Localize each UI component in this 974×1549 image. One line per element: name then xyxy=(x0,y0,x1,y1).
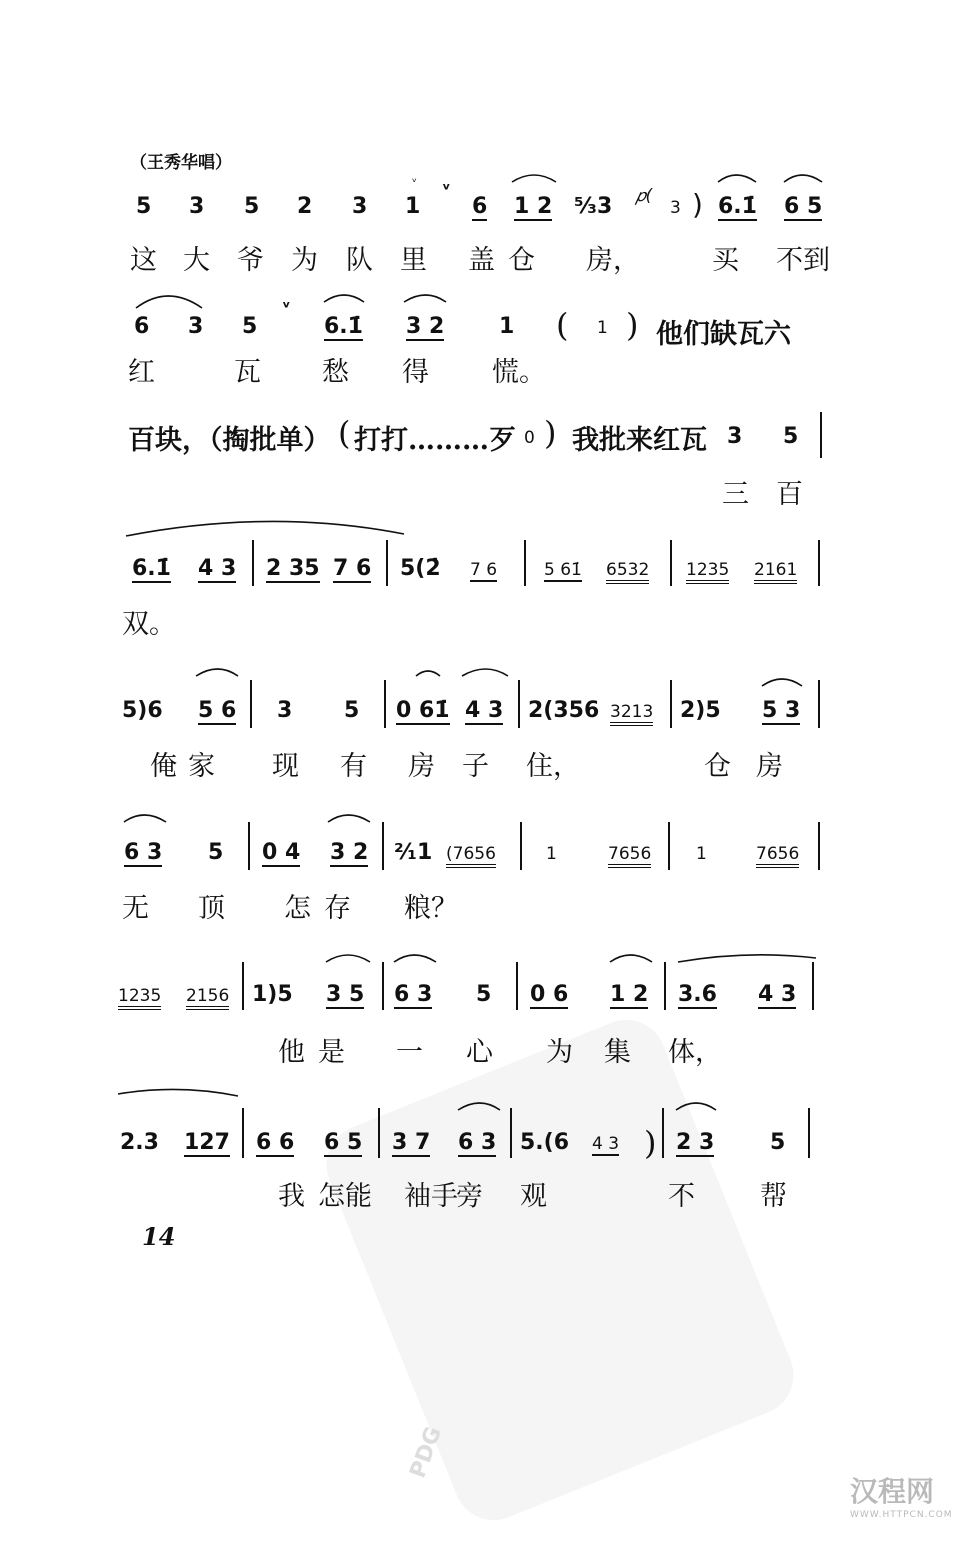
bar-line xyxy=(670,540,672,586)
breath-mark: ᵛ xyxy=(442,180,451,200)
note-group: 7656 xyxy=(608,844,651,868)
bar-line xyxy=(516,962,518,1010)
lyric: 为 xyxy=(291,245,318,276)
note-group: 127 xyxy=(184,1130,230,1155)
bar-line xyxy=(250,680,252,728)
note: 6 xyxy=(472,194,488,219)
note-group: 2(356 xyxy=(528,698,600,723)
paren-close: ) xyxy=(644,1124,657,1162)
note-group: 4 3 xyxy=(465,698,504,723)
lyric: 家 xyxy=(188,751,215,782)
note-group: 6 5 xyxy=(784,194,823,219)
note-group: 3 2 xyxy=(406,314,445,339)
bar-line xyxy=(382,962,384,1010)
bar-line xyxy=(670,680,672,728)
lyric: 房 xyxy=(408,751,435,782)
note-group: 5)6 xyxy=(122,698,163,723)
note: 3 xyxy=(670,198,681,218)
note: 5 xyxy=(770,1130,786,1155)
note-group: 1)5 xyxy=(252,982,293,1007)
note-group: 5 6 xyxy=(198,698,237,723)
lyric: 观 xyxy=(520,1181,547,1212)
note: 5 xyxy=(344,698,360,723)
bar-line xyxy=(518,680,520,728)
lyric: 大 xyxy=(183,245,210,276)
note: 3 xyxy=(727,424,743,449)
lyric: 怎 xyxy=(284,893,311,924)
lyric: 仓 xyxy=(704,751,731,782)
rest: 0 xyxy=(524,428,535,448)
lyric: 得 xyxy=(402,357,429,388)
notation-line-1 xyxy=(0,180,974,230)
lyric: 里 xyxy=(400,245,427,276)
grace-note: ⁵⁄₃3 xyxy=(574,194,613,219)
lyric: 住， xyxy=(526,751,580,782)
lyric: 房 xyxy=(756,751,783,782)
note-group: 3 7 xyxy=(392,1130,431,1155)
lyric: 队 xyxy=(346,245,373,276)
note-group: 6.1̇ xyxy=(324,314,363,339)
note: 6 xyxy=(134,314,150,339)
lyric: 他们缺瓦六 xyxy=(656,319,791,350)
note: 1 xyxy=(696,844,707,864)
note: 5 xyxy=(208,840,224,865)
lyric: 百 xyxy=(776,479,803,510)
notation-line-6 xyxy=(0,974,974,1018)
bar-line xyxy=(242,1108,244,1158)
bar-line xyxy=(252,540,254,586)
lyric: 旁 xyxy=(456,1181,483,1212)
lyric: 为 xyxy=(546,1037,573,1068)
lyric: 我 xyxy=(278,1181,305,1212)
note: 1 xyxy=(546,844,557,864)
note-group: 2161 xyxy=(754,560,797,584)
lyric-line-6 xyxy=(0,880,974,924)
watermark-stamp xyxy=(314,1008,805,1532)
lyric: 三 xyxy=(722,479,749,510)
dynamic-mark: 𝑝( xyxy=(636,186,653,206)
note-group: 6 3 xyxy=(394,982,433,1007)
lyric: 是 xyxy=(318,1037,345,1068)
notation-line-4 xyxy=(0,690,974,734)
lyric: 一 xyxy=(396,1037,423,1068)
breath-tick: ᵛ xyxy=(412,175,418,189)
grace-note: ²⁄₁1 xyxy=(394,840,433,865)
note: 3 xyxy=(188,314,204,339)
paren-close: ) xyxy=(692,188,703,221)
lyric-line-7 xyxy=(0,1024,974,1068)
percussion-text: 打打………歹 xyxy=(354,425,516,456)
bar-line xyxy=(510,1108,512,1158)
notation-line-3 xyxy=(0,548,974,592)
breath-mark: ᵛ xyxy=(282,298,291,318)
lyric: 集 xyxy=(604,1037,631,1068)
note-group: 0 4 xyxy=(262,840,301,865)
note-group: 3213 xyxy=(610,702,653,726)
bar-line xyxy=(524,540,526,586)
note-group: 4 3 xyxy=(198,556,237,581)
note: 5 xyxy=(244,194,260,219)
lyric-line-4 xyxy=(0,596,974,640)
lyric: 无 xyxy=(122,893,149,924)
note-group: 4 3 xyxy=(592,1134,620,1154)
paren-open: ( xyxy=(338,414,351,452)
lyric: 粮？ xyxy=(404,893,458,924)
lyric: 俺 xyxy=(150,751,177,782)
note: 5 xyxy=(476,982,492,1007)
lyric: 这 xyxy=(130,245,157,276)
lyric: 怎能 xyxy=(318,1181,372,1212)
lyric: 现 xyxy=(272,751,299,782)
lyric: 双。 xyxy=(122,609,176,640)
lyric: 子 xyxy=(462,751,489,782)
lyric-line-8 xyxy=(0,1168,974,1212)
page-number: 14 xyxy=(142,1222,176,1251)
lyric: 愁 xyxy=(322,357,349,388)
note-group: 7 6 xyxy=(333,556,372,581)
note: 5 xyxy=(242,314,258,339)
bar-line xyxy=(808,1108,810,1158)
note-group: 5(2̇ xyxy=(400,556,441,581)
lyric: 瓦 xyxy=(234,357,261,388)
note: 3 xyxy=(352,194,368,219)
paren-close: ) xyxy=(626,306,639,344)
lyric: 房， xyxy=(586,245,640,276)
singer-label: （王秀华唱） xyxy=(130,153,232,173)
spoken-text: 我批来红瓦 xyxy=(572,425,707,456)
lyric: 有 xyxy=(340,751,367,782)
note: 5 xyxy=(136,194,152,219)
note-group: 6532 xyxy=(606,560,649,584)
lyric: 帮 xyxy=(760,1181,787,1212)
note-group: 0 61̇ xyxy=(396,698,450,723)
note-group: 6 3 xyxy=(124,840,163,865)
note: 2 xyxy=(297,194,313,219)
lyric: 体， xyxy=(668,1037,722,1068)
lyric: 盖 xyxy=(468,245,495,276)
note-group: 5 3 xyxy=(762,698,801,723)
notation-line-5 xyxy=(0,832,974,876)
note-group: 2 35 xyxy=(266,556,320,581)
note-group: 1235 xyxy=(686,560,729,584)
lyric: 仓 xyxy=(508,245,535,276)
note-group: 6.1̇ xyxy=(718,194,757,219)
note: 1 xyxy=(499,314,515,339)
lyric: 慌。 xyxy=(492,357,546,388)
note-group: 6 3 xyxy=(458,1130,497,1155)
lyric: 不到 xyxy=(776,245,830,276)
bar-line xyxy=(664,962,666,1010)
note-group: 2156 xyxy=(186,986,229,1010)
note-group: 2 3 xyxy=(676,1130,715,1155)
bar-line xyxy=(818,822,820,870)
lyric: 袖手 xyxy=(404,1181,458,1212)
note-group: 1235 xyxy=(118,986,161,1010)
bar-line xyxy=(382,822,384,870)
note-group: 3 2 xyxy=(330,840,369,865)
note-group: 6.1̇ xyxy=(132,556,171,581)
note-group: 0 6 xyxy=(530,982,569,1007)
bar-line xyxy=(662,1108,664,1158)
lyric-line-2 xyxy=(0,344,974,388)
note: 5 xyxy=(783,424,799,449)
note-group: 3.6 xyxy=(678,982,717,1007)
lyric: 存 xyxy=(324,893,351,924)
note-group: 7656 xyxy=(756,844,799,868)
lyric: 买 xyxy=(712,245,739,276)
note-group: 2.3 xyxy=(120,1130,159,1155)
note-group: 6 5 xyxy=(324,1130,363,1155)
note: 3 xyxy=(277,698,293,723)
note: 1 xyxy=(597,318,608,338)
mixed-line xyxy=(0,412,974,456)
paren-open: ( xyxy=(556,306,569,344)
lyric: 他 xyxy=(278,1037,305,1068)
lyric: 爷 xyxy=(237,245,264,276)
note-group: 5.(6 xyxy=(520,1130,570,1155)
note-group: 4 3 xyxy=(758,982,797,1007)
bar-line xyxy=(818,540,820,586)
spoken-text: 百块，（掏批单） xyxy=(128,425,331,456)
lyric: 不 xyxy=(668,1181,695,1212)
notation-line-7 xyxy=(0,1122,974,1166)
bar-line xyxy=(384,680,386,728)
site-logo: 汉程网 WWW.HTTPCN.COM xyxy=(850,1475,953,1520)
note-group: 1 2 xyxy=(514,194,553,219)
bar-line xyxy=(386,540,388,586)
note-group: 3 5 xyxy=(326,982,365,1007)
note: 3 xyxy=(189,194,205,219)
paren-close: ) xyxy=(544,414,557,452)
lyric: 红 xyxy=(128,357,155,388)
stamp-text: PDG xyxy=(405,1423,447,1482)
lyric: 顶 xyxy=(198,893,225,924)
note-group: (7656 xyxy=(446,844,496,868)
bar-line xyxy=(520,822,522,870)
bar-line xyxy=(668,822,670,870)
lyric: 心 xyxy=(466,1037,493,1068)
bar-line xyxy=(812,962,814,1010)
note-group: 2)5 xyxy=(680,698,721,723)
bar-line xyxy=(818,680,820,728)
bar-line xyxy=(242,962,244,1010)
lyric-line-5 xyxy=(0,738,974,782)
note-group: 7 6 xyxy=(470,560,498,580)
note: 1 xyxy=(405,194,421,219)
note-group: 5 61̇ xyxy=(544,560,582,580)
lyric-line-3 xyxy=(0,466,974,510)
bar-line xyxy=(378,1108,380,1158)
bar-line xyxy=(820,412,822,458)
note-group: 1 2 xyxy=(610,982,649,1007)
note-group: 6 6 xyxy=(256,1130,295,1155)
lyric-line-1 xyxy=(0,232,974,276)
bar-line xyxy=(248,822,250,870)
